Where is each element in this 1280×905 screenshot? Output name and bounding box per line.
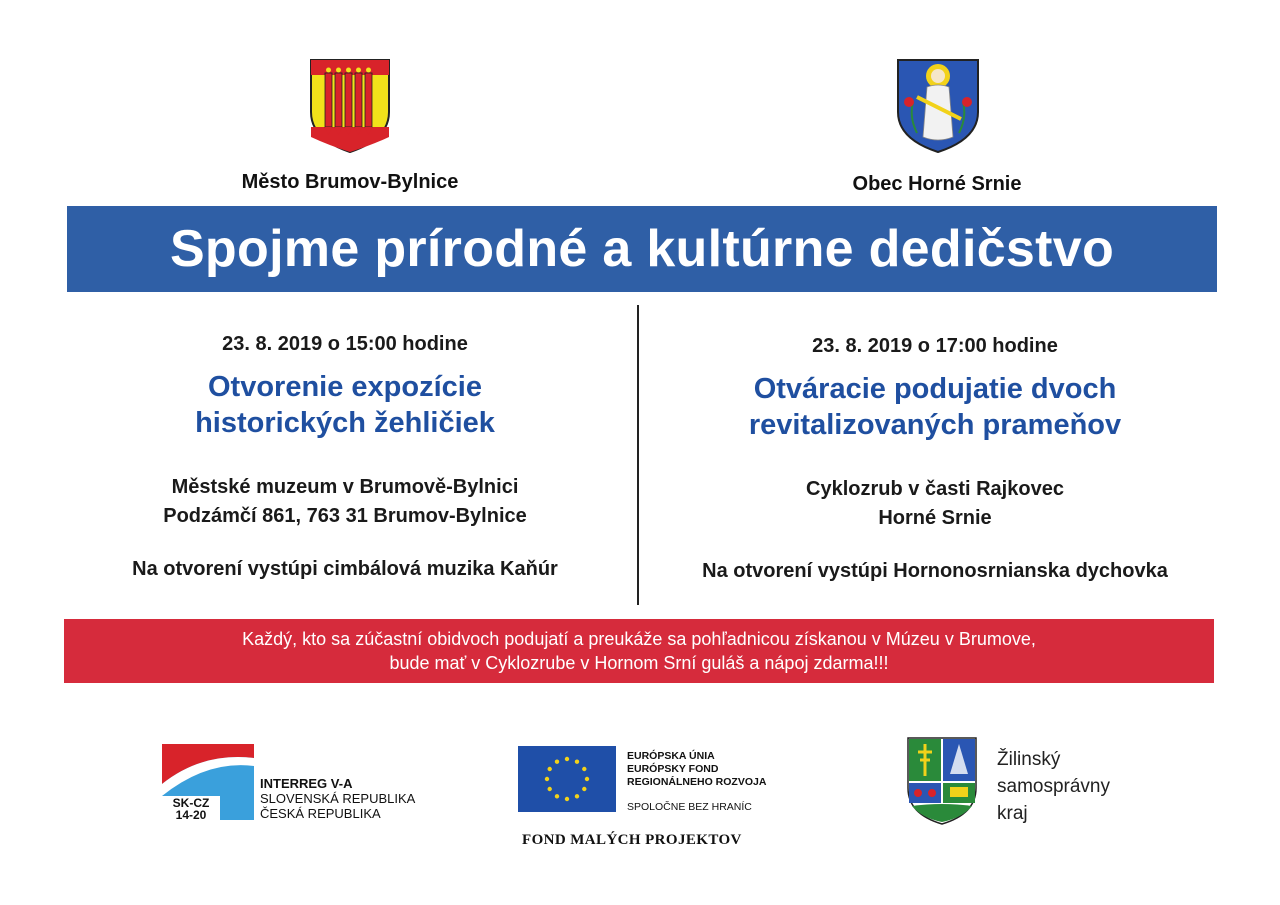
notice-bar (64, 619, 1214, 683)
column-divider (637, 305, 639, 605)
eu-star (582, 767, 586, 771)
interreg-title: INTERREG V-A (260, 776, 353, 791)
interreg-badge (164, 797, 218, 821)
left-event-title-line1: Otvorenie expozície (208, 371, 482, 403)
right-event-title (650, 371, 1220, 443)
eu-line3: REGIONÁLNEHO ROZVOJA (627, 776, 767, 788)
fund-name: FOND MALÝCH PROJEKTOV (522, 832, 742, 848)
left-town-name: Město Brumov-Bylnice (241, 171, 459, 193)
left-event-performer: Na otvorení vystúpi cimbálová muzika Kaňúr (132, 558, 558, 580)
eu-line1: EURÓPSKA ÚNIA (627, 750, 715, 762)
brumov-coat-of-arms-icon (308, 57, 392, 155)
interreg-line2: ČESKÁ REPUBLIKA (260, 806, 381, 821)
eu-star (555, 794, 559, 798)
left-event (60, 333, 630, 581)
right-event (650, 335, 1220, 583)
eu-motto: SPOLOČNE BEZ HRANÍC (627, 801, 752, 813)
eu-star (545, 777, 549, 781)
eu-flag-icon (518, 746, 616, 812)
notice-line1: Každý, kto sa zúčastní obidvoch podujatí a preukáže sa pohľadnicou získanou v Múzeu v Brumove, (242, 629, 1036, 649)
zsk-line3: kraj (997, 803, 1028, 824)
interreg-text (260, 776, 415, 821)
right-event-place-line2: Horné Srnie (878, 507, 992, 529)
eu-line2: EURÓPSKY FOND (627, 763, 719, 775)
left-event-place-line2: Podzámčí 861, 763 31 Brumov-Bylnice (163, 505, 527, 527)
left-event-place (60, 473, 630, 531)
zsk-line1: Žilinský (997, 749, 1061, 770)
eu-star (582, 787, 586, 791)
right-event-date: 23. 8. 2019 o 17:00 hodine (812, 335, 1058, 357)
right-event-place-line1: Cyklozrub v časti Rajkovec (806, 478, 1064, 500)
eu-star (565, 757, 569, 761)
eu-star (565, 797, 569, 801)
horne-srnie-coat-of-arms-icon (895, 57, 981, 155)
eu-star (548, 767, 552, 771)
left-event-date: 23. 8. 2019 o 15:00 hodine (222, 333, 468, 355)
zsk-line2: samosprávny (997, 776, 1110, 797)
eu-star (575, 794, 579, 798)
page-title: Spojme prírodné a kultúrne dedičstvo (169, 220, 1115, 278)
eu-text (627, 750, 766, 814)
left-event-title (60, 369, 630, 441)
notice-line2: bude mať v Cyklozrube v Hornom Srní guláš a nápoj zdarma!!! (389, 653, 889, 673)
interreg-badge-line1: SK-CZ (172, 796, 210, 810)
eu-star (585, 777, 589, 781)
right-event-title-line1: Otváracie podujatie dvoch (753, 373, 1117, 405)
interreg-badge-line2: 14-20 (175, 808, 207, 822)
eu-star (548, 787, 552, 791)
left-event-title-line2: historických žehličiek (195, 407, 495, 439)
interreg-line1: SLOVENSKÁ REPUBLIKA (260, 791, 416, 806)
right-event-performer: Na otvorení vystúpi Hornonosrnianska dychovka (702, 560, 1168, 582)
left-event-place-line1: Městské muzeum v Brumově-Bylnici (171, 476, 519, 498)
zilina-region-text (997, 746, 1110, 827)
eu-star (555, 760, 559, 764)
title-banner (67, 206, 1217, 292)
right-event-place (650, 475, 1220, 533)
zilina-region-coat-of-arms-icon (906, 736, 978, 826)
eu-star (575, 760, 579, 764)
right-town-name: Obec Horné Srnie (852, 173, 1022, 195)
right-event-title-line2: revitalizovaných prameňov (748, 409, 1122, 441)
